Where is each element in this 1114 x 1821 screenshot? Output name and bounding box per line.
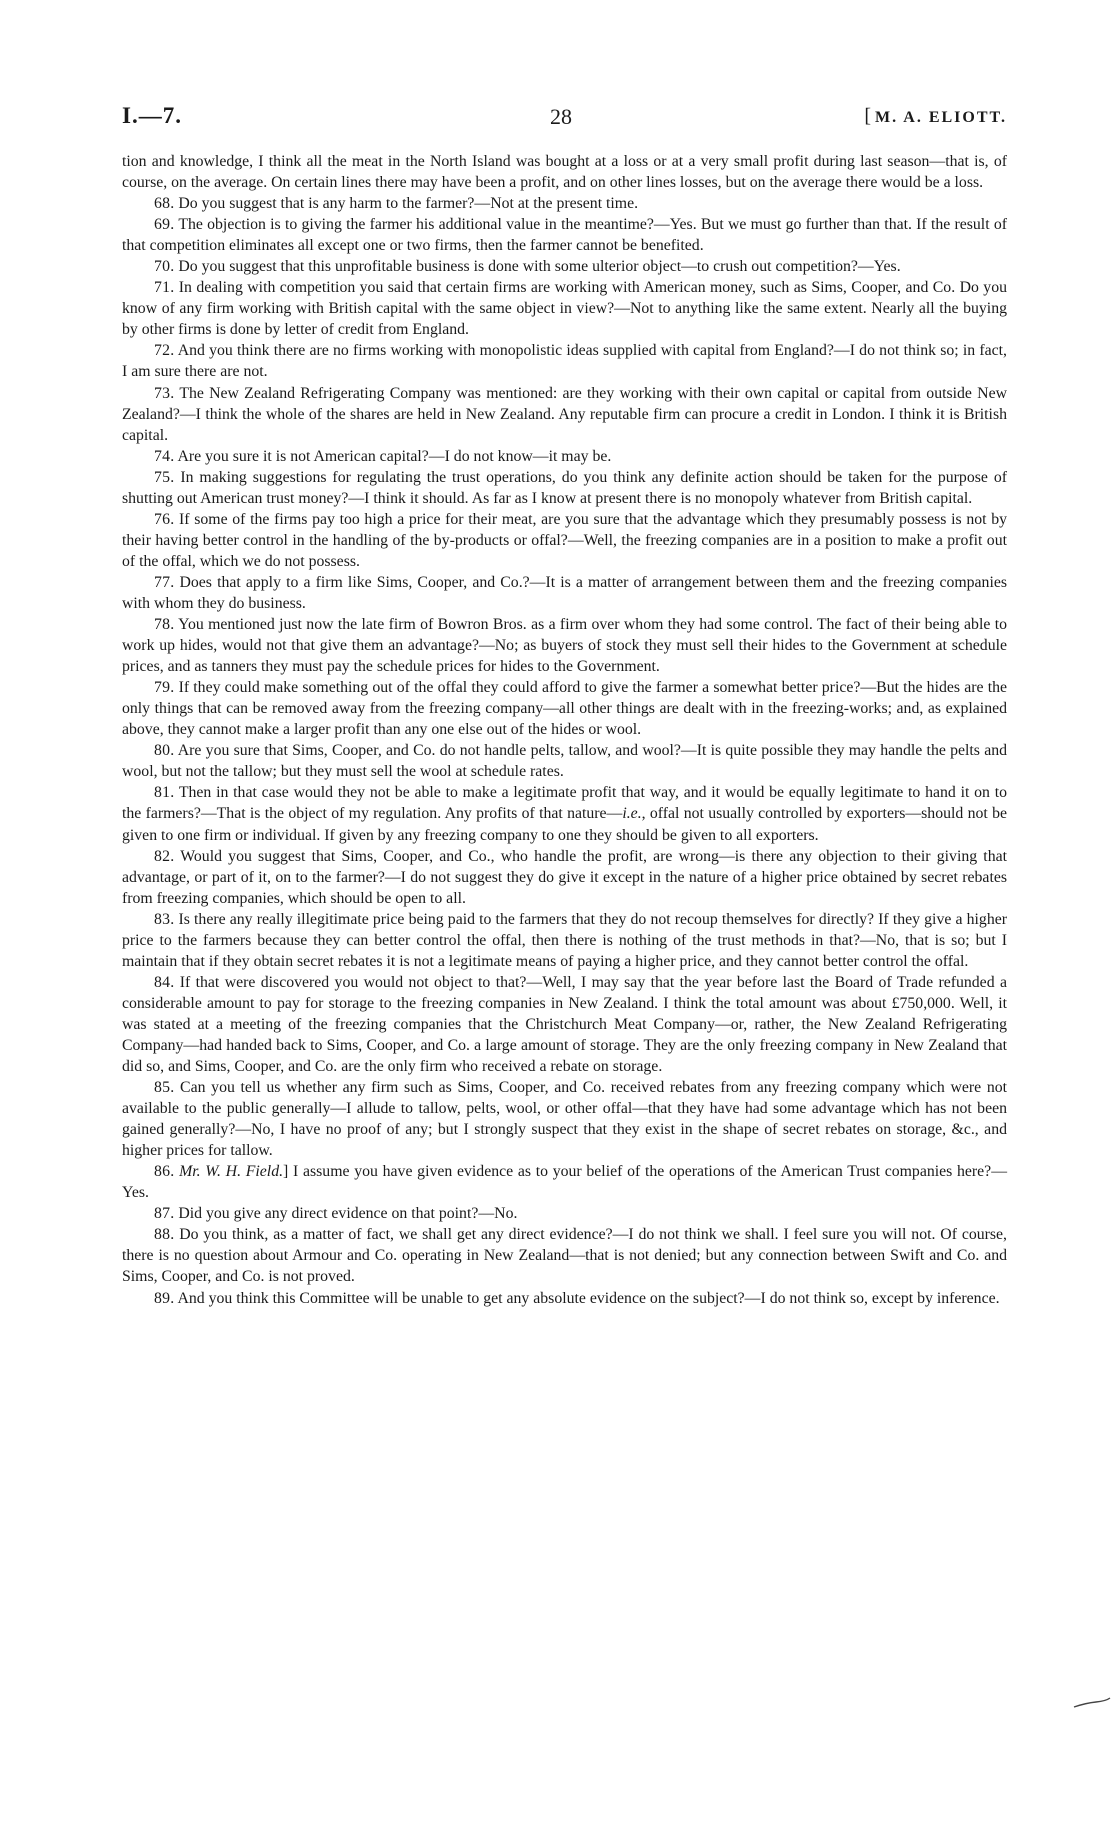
question-number: 80. — [154, 742, 175, 760]
question-number: 87. — [154, 1205, 175, 1223]
paragraph-text: If that were discovered you would not object to that?—Well, I may say that the year before last the Board of Trade refunded a considerable amount to pay for storage to the freezing companies in New Zealand. I think the total amount was about £750,000. Well, it was stated at a meeting of the freezing companies that the Christchurch Meat Company—or, rather, the New Zealand Refrigerating Company—had handed back to Sims, Cooper, and Co. a large amount of storage. They are the only freezing company in New Zealand that did so, and Sims, Cooper, and Co. are the only firm who received a rebate on storage. — [122, 973, 1007, 1076]
paragraph-text: , offal not usually controlled by exporters—should not be given to one firm or individual. If given by any freezing company to one they should be given to all exporters. — [122, 805, 1007, 844]
question-78 — [122, 614, 1007, 677]
evidence-body — [122, 151, 1007, 1309]
document-page — [122, 0, 1008, 1307]
question-86 — [122, 1161, 1007, 1203]
witness-bracket: [ — [864, 105, 874, 127]
question-70 — [122, 256, 1007, 277]
witness-name — [864, 105, 1007, 128]
paragraph-text: If some of the firms pay too high a price for their meat, are you sure that the advantage which they presumably possess is not by their having better control in the handling of the by-products or offal?—Well, the freezing companies are in a position to make a profit out of the offal, which we do not possess. — [122, 510, 1008, 570]
question-number: 77. — [154, 573, 175, 591]
paragraph-text: tion and knowledge, I think all the meat in the North Island was bought at a loss or at a very small profit during last season—that is, of course, on the average. On certain lines there may have been a profit, and on other lines losses, but on the average there would be a loss. — [122, 153, 1007, 192]
question-number: 81. — [154, 784, 175, 802]
paragraph-text: Do you think, as a matter of fact, we shall get any direct evidence?—I do not think we shall. I feel sure you will not. Of course, there is no question about Armour and Co. operating in New Zealand—that is not denied; but any connection between Swift and Co. and Sims, Cooper, and Co. is not proved. — [122, 1226, 1008, 1286]
paragraph-continuation — [122, 151, 1007, 193]
question-number: 85. — [154, 1079, 175, 1097]
paragraph-text: Did you give any direct evidence on that point?—No. — [178, 1205, 518, 1223]
question-89 — [122, 1288, 1007, 1309]
question-88 — [122, 1224, 1007, 1287]
question-number: 70. — [154, 258, 175, 276]
paragraph-text: Then in that case would they not be able to make a legitimate profit that way, and it would be equally legitimate to hand it on to the farmers?—That is the object of my regulation. Any profits of that nature— — [122, 784, 1007, 823]
question-72 — [122, 340, 1007, 382]
question-number: 82. — [154, 847, 175, 865]
question-82 — [122, 846, 1007, 909]
page-number: 28 — [550, 104, 572, 129]
paragraph-text: And you think this Committee will be unable to get any absolute evidence on the subject?—I do not think so, except by inference. — [177, 1289, 1000, 1307]
question-number: 78. — [154, 616, 175, 634]
paragraph-text: Are you sure that Sims, Cooper, and Co. do not handle pelts, tallow, and wool?—It is quite possible they may handle the pelts and wool, but not the tallow; but they must sell the wool at schedule rates. — [122, 742, 1007, 781]
paragraph-text: Would you suggest that Sims, Cooper, and Co., who handle the profit, are wrong—is there any objection to their giving that advantage, or part of it, on to the farmer?—I do not suggest they do give it except in the nature of a higher price obtained by secret rebates from freezing companies, which should be open to all. — [122, 847, 1007, 907]
paragraph-text: Are you sure it is not American capital?—I do not know—it may be. — [177, 447, 612, 465]
question-71 — [122, 277, 1007, 340]
paragraph-text: In dealing with competition you said that certain firms are working with American money, such as Sims, Cooper, and Co. Do you know of any firm working with British capital with the same object in view?—Not to anything like the same extent. Nearly all the buying by other firms is done by letter of credit from England. — [122, 279, 1007, 339]
question-number: 68. — [154, 195, 175, 213]
speaker-name: Mr. W. H. Field. — [179, 1163, 284, 1181]
question-87 — [122, 1203, 1007, 1224]
question-79 — [122, 677, 1007, 740]
question-73 — [122, 383, 1007, 446]
question-76 — [122, 509, 1007, 572]
paragraph-text: ] I assume you have given evidence as to your belief of the operations of the American Trust companies here?—Yes. — [122, 1163, 1007, 1202]
paragraph-text: Do you suggest that is any harm to the farmer?—Not at the present time. — [178, 195, 639, 213]
question-75 — [122, 467, 1007, 509]
paragraph-text: Can you tell us whether any firm such as Sims, Cooper, and Co. received rebates from any freezing company which were not available to the public generally—I allude to tallow, pelts, wool, or other offal—that they have had some advantage which has not been gained generally?—No, I have no proof of any; but I strongly suspect that they exist in the shape of secret rebates on storage, &c., and higher prices for tallow. — [122, 1079, 1008, 1160]
question-number: 72. — [154, 342, 175, 360]
paragraph-text: And you think there are no firms working with monopolistic ideas supplied with capital from England?—I do not think so; in fact, I am sure there are not. — [122, 342, 1008, 381]
paragraph-text: The objection is to giving the farmer his additional value in the meantime?—Yes. But we must go further than that. If the result of that competition eliminates all except one or two firms, then the farmer cannot be benefited. — [122, 216, 1007, 255]
question-number: 83. — [154, 910, 175, 928]
pen-mark-decoration — [1072, 1697, 1112, 1709]
paragraph-text: In making suggestions for regulating the trust operations, do you think any definite action should be taken for the purpose of shutting out American trust money?—I think it should. As far as I know at present there is no monopoly whatever from British capital. — [122, 468, 1007, 507]
question-number: 84. — [154, 973, 175, 991]
paragraph-text: Do you suggest that this unprofitable business is done with some ulterior object—to crush out competition?—Yes. — [178, 258, 901, 276]
page-header — [122, 0, 1007, 130]
question-74 — [122, 446, 1007, 467]
question-number: 88. — [154, 1226, 175, 1244]
question-85 — [122, 1077, 1007, 1161]
question-number: 86. — [154, 1163, 175, 1181]
question-80 — [122, 740, 1007, 782]
question-number: 71. — [154, 279, 175, 297]
paragraph-text: If they could make something out of the offal they could afford to give the farmer a somewhat better price?—But the hides are the only things that can be removed away from the freezing company—all other things are dealt with in the freezing-works; and, as explained above, they cannot make a larger profit than any one else out of the hides or wool. — [122, 679, 1007, 739]
paragraph-text: Does that apply to a firm like Sims, Cooper, and Co.?—It is a matter of arrangement between them and the freezing companies with whom they do business. — [122, 573, 1007, 612]
question-number: 73. — [154, 384, 175, 402]
question-number: 89. — [154, 1289, 175, 1307]
question-81 — [122, 782, 1007, 845]
paragraph-text: Is there any really illegitimate price being paid to the farmers that they do not recoup themselves for directly? If they give a higher price to the farmers because they can better control the offal, then there is nothing of the trust methods in that?—No, that is so; but I maintain that if they obtain secret rebates it is not a legitimate means of paying a higher price, and they cannot better control the offal. — [122, 910, 1007, 970]
paragraph-text: The New Zealand Refrigerating Company was mentioned: are they working with their own capital or capital from outside New Zealand?—I think the whole of the shares are held in New Zealand. Any reputable firm can procure a credit in London. I think it is British capital. — [122, 384, 1007, 444]
question-84 — [122, 972, 1007, 1077]
witness-name-text: M. A. ELIOTT. — [875, 109, 1007, 126]
question-number: 74. — [154, 447, 175, 465]
document-reference: I.—7. — [122, 103, 182, 128]
question-77 — [122, 572, 1007, 614]
question-number: 75. — [154, 468, 175, 486]
question-number: 76. — [154, 510, 175, 528]
paragraph-italic-text: i.e. — [622, 805, 642, 823]
paragraph-text: You mentioned just now the late firm of Bowron Bros. as a firm over whom they had some control. The fact of their being able to work up hides, would not that give them an advantage?—No; as buyers of stock they must sell their hides to the Government at schedule prices, and as tanners they must pay the schedule prices for hides to the Government. — [122, 616, 1007, 676]
question-83 — [122, 909, 1007, 972]
question-68 — [122, 193, 1007, 214]
question-number: 69. — [154, 216, 175, 234]
question-69 — [122, 214, 1007, 256]
question-number: 79. — [154, 679, 175, 697]
